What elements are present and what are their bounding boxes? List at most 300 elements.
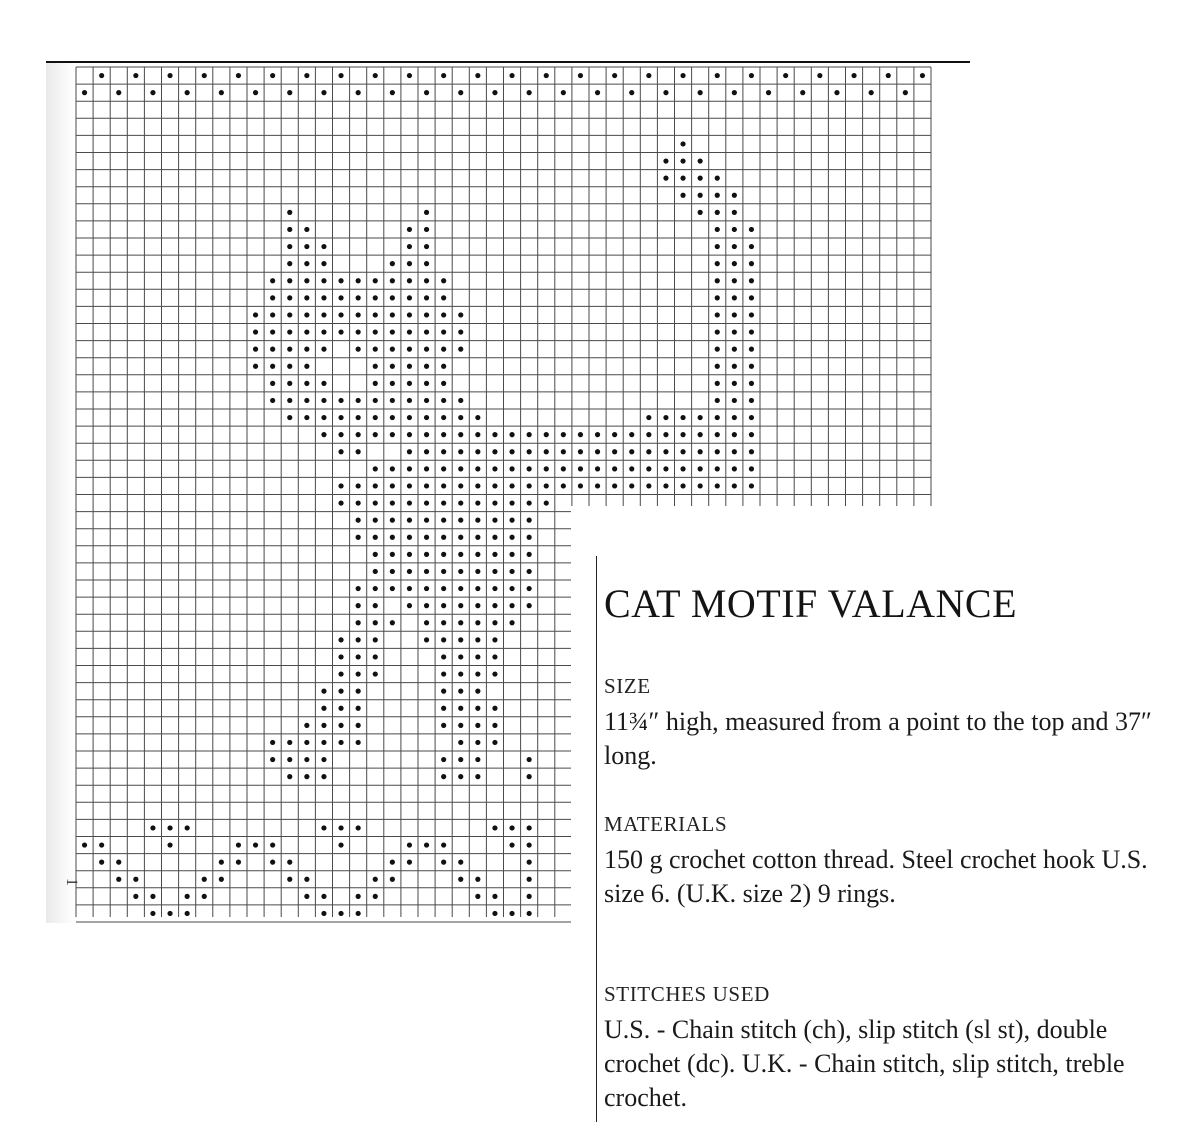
filled-block-dot: [373, 518, 378, 523]
filled-block-dot: [492, 449, 497, 454]
filled-block-dot: [698, 210, 703, 215]
filled-block-dot: [441, 415, 446, 420]
filled-block-dot: [321, 329, 326, 334]
filled-block-dot: [338, 654, 343, 659]
filled-block-dot: [475, 603, 480, 608]
filled-block-dot: [304, 261, 309, 266]
filled-block-dot: [715, 449, 720, 454]
filled-block-dot: [509, 911, 514, 916]
filled-block-dot: [509, 432, 514, 437]
filled-block-dot: [356, 278, 361, 283]
filled-block-dot: [390, 500, 395, 505]
filled-block-dot: [202, 894, 207, 899]
filled-block-dot: [441, 381, 446, 386]
filled-block-dot: [390, 620, 395, 625]
filled-block-dot: [475, 877, 480, 882]
filled-block-dot: [390, 312, 395, 317]
filled-block-dot: [236, 73, 241, 78]
filled-block-dot: [527, 466, 532, 471]
filled-block-dot: [629, 90, 634, 95]
stitches-text: U.S. - Chain stitch (ch), slip stitch (sl st), double crochet (dc). U.K. - Chain stitch, slip stitch, treble crochet.: [604, 1015, 1125, 1112]
filled-block-dot: [424, 603, 429, 608]
filled-block-dot: [356, 398, 361, 403]
filled-block-dot: [441, 757, 446, 762]
filled-block-dot: [253, 312, 258, 317]
filled-block-dot: [304, 774, 309, 779]
filled-block-dot: [287, 261, 292, 266]
filled-block-dot: [715, 193, 720, 198]
filled-block-dot: [527, 603, 532, 608]
filled-block-dot: [612, 432, 617, 437]
filled-block-dot: [663, 449, 668, 454]
filled-block-dot: [441, 295, 446, 300]
filled-block-dot: [338, 706, 343, 711]
filled-block-dot: [321, 689, 326, 694]
filled-block-dot: [407, 483, 412, 488]
filled-block-dot: [133, 894, 138, 899]
filled-block-dot: [475, 73, 480, 78]
filled-block-dot: [458, 654, 463, 659]
filled-block-dot: [749, 466, 754, 471]
filled-block-dot: [680, 193, 685, 198]
filled-block-dot: [287, 210, 292, 215]
pattern-title: CAT MOTIF VALANCE: [604, 581, 1018, 626]
filled-block-dot: [732, 381, 737, 386]
filled-block-dot: [321, 398, 326, 403]
filled-block-dot: [407, 860, 412, 865]
filled-block-dot: [749, 364, 754, 369]
filled-block-dot: [150, 90, 155, 95]
filled-block-dot: [390, 569, 395, 574]
filled-block-dot: [629, 466, 634, 471]
filled-block-dot: [458, 347, 463, 352]
filled-block-dot: [304, 73, 309, 78]
filled-block-dot: [407, 569, 412, 574]
filled-block-dot: [492, 500, 497, 505]
filled-block-dot: [527, 432, 532, 437]
filled-block-dot: [373, 877, 378, 882]
filled-block-dot: [492, 740, 497, 745]
filled-block-dot: [424, 227, 429, 232]
filled-block-dot: [475, 757, 480, 762]
filled-block-dot: [253, 347, 258, 352]
filled-block-dot: [492, 894, 497, 899]
filled-block-dot: [424, 432, 429, 437]
filled-block-dot: [663, 176, 668, 181]
filled-block-dot: [749, 312, 754, 317]
filled-block-dot: [270, 312, 275, 317]
filled-block-dot: [715, 347, 720, 352]
size-heading: SIZE: [604, 674, 651, 698]
filled-block-dot: [424, 261, 429, 266]
filled-block-dot: [356, 654, 361, 659]
filled-block-dot: [629, 483, 634, 488]
filled-block-dot: [749, 295, 754, 300]
filled-block-dot: [458, 432, 463, 437]
filled-block-dot: [544, 500, 549, 505]
filled-block-dot: [458, 415, 463, 420]
filled-block-dot: [390, 347, 395, 352]
filled-block-dot: [629, 449, 634, 454]
materials-heading: MATERIALS: [604, 812, 728, 836]
filled-block-dot: [356, 483, 361, 488]
filled-block-dot: [458, 500, 463, 505]
filled-block-dot: [356, 706, 361, 711]
filled-block-dot: [492, 552, 497, 557]
filled-block-dot: [509, 603, 514, 608]
filled-block-dot: [886, 73, 891, 78]
filled-block-dot: [749, 329, 754, 334]
filled-block-dot: [578, 449, 583, 454]
filled-block-dot: [527, 842, 532, 847]
filled-block-dot: [356, 415, 361, 420]
filled-block-dot: [407, 586, 412, 591]
filled-block-dot: [167, 825, 172, 830]
filled-block-dot: [698, 415, 703, 420]
filled-block-dot: [492, 90, 497, 95]
filled-block-dot: [304, 877, 309, 882]
filled-block-dot: [407, 449, 412, 454]
filled-block-dot: [287, 415, 292, 420]
filled-block-dot: [561, 466, 566, 471]
filled-block-dot: [338, 825, 343, 830]
filled-block-dot: [492, 706, 497, 711]
filled-block-dot: [373, 552, 378, 557]
filled-block-dot: [373, 620, 378, 625]
filled-block-dot: [407, 347, 412, 352]
filled-block-dot: [287, 278, 292, 283]
filled-block-dot: [578, 432, 583, 437]
filled-block-dot: [390, 90, 395, 95]
text-divider-line: [596, 556, 597, 1122]
filled-block-dot: [407, 278, 412, 283]
filled-block-dot: [373, 483, 378, 488]
filled-block-dot: [441, 860, 446, 865]
filled-block-dot: [356, 894, 361, 899]
filled-block-dot: [458, 757, 463, 762]
filled-block-dot: [475, 586, 480, 591]
filled-block-dot: [475, 569, 480, 574]
filled-block-dot: [407, 603, 412, 608]
filled-block-dot: [527, 586, 532, 591]
filled-block-dot: [373, 500, 378, 505]
filled-block-dot: [390, 552, 395, 557]
filled-block-dot: [390, 518, 395, 523]
filled-block-dot: [441, 671, 446, 676]
filled-block-dot: [527, 911, 532, 916]
filled-block-dot: [458, 671, 463, 676]
filled-block-dot: [356, 637, 361, 642]
filled-block-dot: [680, 141, 685, 146]
filled-block-dot: [390, 586, 395, 591]
filled-block-dot: [373, 73, 378, 78]
filled-block-dot: [321, 911, 326, 916]
filled-block-dot: [475, 740, 480, 745]
filled-block-dot: [749, 398, 754, 403]
filled-block-dot: [509, 825, 514, 830]
filled-block-dot: [458, 877, 463, 882]
filled-block-dot: [732, 415, 737, 420]
filled-block-dot: [424, 347, 429, 352]
filled-block-dot: [407, 261, 412, 266]
size-text: 11¾″ high, measured from a point to the top and 37″ long.: [604, 707, 1152, 770]
filled-block-dot: [373, 381, 378, 386]
filled-block-dot: [527, 757, 532, 762]
filled-block-dot: [732, 244, 737, 249]
filled-block-dot: [475, 449, 480, 454]
filled-block-dot: [920, 73, 925, 78]
filled-block-dot: [527, 569, 532, 574]
filled-block-dot: [441, 347, 446, 352]
filled-block-dot: [578, 73, 583, 78]
filled-block-dot: [407, 381, 412, 386]
filled-block-dot: [424, 295, 429, 300]
filled-block-dot: [595, 432, 600, 437]
filled-block-dot: [749, 381, 754, 386]
filled-block-dot: [509, 73, 514, 78]
filled-block-dot: [663, 90, 668, 95]
filled-block-dot: [270, 381, 275, 386]
filled-block-dot: [578, 466, 583, 471]
filled-block-dot: [458, 483, 463, 488]
filled-block-dot: [441, 723, 446, 728]
filled-block-dot: [663, 466, 668, 471]
filled-block-dot: [646, 449, 651, 454]
filled-block-dot: [698, 90, 703, 95]
filled-block-dot: [373, 432, 378, 437]
filled-block-dot: [424, 244, 429, 249]
filled-block-dot: [595, 483, 600, 488]
filled-block-dot: [441, 654, 446, 659]
filled-block-dot: [150, 894, 155, 899]
filled-block-dot: [458, 620, 463, 625]
filled-block-dot: [373, 603, 378, 608]
filled-block-dot: [287, 860, 292, 865]
filled-block-dot: [509, 466, 514, 471]
filled-block-dot: [321, 278, 326, 283]
filled-block-dot: [356, 347, 361, 352]
filled-block-dot: [407, 398, 412, 403]
materials-text: 150 g crochet cotton thread. Steel crochet hook U.S. size 6. (U.K. size 2) 9 rings.: [604, 845, 1148, 908]
filled-block-dot: [527, 518, 532, 523]
filled-block-dot: [373, 398, 378, 403]
filled-block-dot: [458, 706, 463, 711]
filled-block-dot: [321, 723, 326, 728]
filled-block-dot: [441, 620, 446, 625]
filled-block-dot: [356, 535, 361, 540]
filled-block-dot: [356, 740, 361, 745]
filled-block-dot: [441, 398, 446, 403]
filled-block-dot: [390, 295, 395, 300]
filled-block-dot: [817, 73, 822, 78]
filled-block-dot: [595, 90, 600, 95]
filled-block-dot: [202, 73, 207, 78]
filled-block-dot: [509, 842, 514, 847]
filled-block-dot: [424, 449, 429, 454]
filled-block-dot: [680, 466, 685, 471]
filled-block-dot: [492, 637, 497, 642]
filled-block-dot: [236, 860, 241, 865]
filled-block-dot: [407, 295, 412, 300]
filled-block-dot: [527, 449, 532, 454]
filled-block-dot: [732, 295, 737, 300]
filled-block-dot: [492, 911, 497, 916]
filled-block-dot: [441, 706, 446, 711]
filled-block-dot: [270, 73, 275, 78]
filled-block-dot: [390, 415, 395, 420]
filled-block-dot: [492, 466, 497, 471]
filled-block-dot: [287, 227, 292, 232]
filled-block-dot: [851, 73, 856, 78]
filled-block-dot: [356, 723, 361, 728]
filled-block-dot: [150, 911, 155, 916]
filled-block-dot: [441, 518, 446, 523]
filled-block-dot: [749, 278, 754, 283]
filled-block-dot: [441, 637, 446, 642]
filled-block-dot: [527, 774, 532, 779]
filled-block-dot: [595, 449, 600, 454]
filled-block-dot: [715, 364, 720, 369]
filled-block-dot: [715, 312, 720, 317]
filled-block-dot: [185, 911, 190, 916]
filled-block-dot: [321, 90, 326, 95]
filled-block-dot: [680, 483, 685, 488]
filled-block-dot: [680, 415, 685, 420]
filled-block-dot: [424, 500, 429, 505]
filled-block-dot: [390, 535, 395, 540]
filled-block-dot: [458, 774, 463, 779]
filled-block-dot: [321, 825, 326, 830]
filled-block-dot: [441, 500, 446, 505]
filled-block-dot: [441, 329, 446, 334]
filled-block-dot: [424, 842, 429, 847]
filled-block-dot: [338, 689, 343, 694]
filled-block-dot: [424, 210, 429, 215]
stitches-heading: STITCHES USED: [604, 982, 770, 1006]
filled-block-dot: [356, 689, 361, 694]
filled-block-dot: [304, 329, 309, 334]
filled-block-dot: [458, 552, 463, 557]
row-number-label: 1: [63, 878, 80, 886]
filled-block-dot: [783, 73, 788, 78]
filled-block-dot: [304, 894, 309, 899]
filled-block-dot: [185, 825, 190, 830]
filled-block-dot: [373, 569, 378, 574]
filled-block-dot: [356, 518, 361, 523]
filled-block-dot: [338, 483, 343, 488]
filled-block-dot: [270, 329, 275, 334]
filled-block-dot: [356, 620, 361, 625]
filled-block-dot: [441, 569, 446, 574]
filled-block-dot: [458, 535, 463, 540]
filled-block-dot: [185, 894, 190, 899]
filled-block-dot: [356, 586, 361, 591]
filled-block-dot: [527, 894, 532, 899]
filled-block-dot: [270, 398, 275, 403]
filled-block-dot: [356, 329, 361, 334]
filled-block-dot: [800, 90, 805, 95]
filled-block-dot: [544, 73, 549, 78]
filled-block-dot: [458, 586, 463, 591]
filled-block-dot: [236, 842, 241, 847]
filled-block-dot: [749, 415, 754, 420]
filled-block-dot: [338, 73, 343, 78]
filled-block-dot: [441, 278, 446, 283]
filled-block-dot: [338, 842, 343, 847]
filled-block-dot: [509, 449, 514, 454]
filled-block-dot: [356, 671, 361, 676]
filled-block-dot: [475, 518, 480, 523]
filled-block-dot: [715, 73, 720, 78]
filled-block-dot: [373, 415, 378, 420]
filled-block-dot: [338, 329, 343, 334]
filled-block-dot: [270, 842, 275, 847]
filled-block-dot: [373, 894, 378, 899]
filled-block-dot: [475, 723, 480, 728]
filled-block-dot: [424, 518, 429, 523]
pattern-info-panel: [596, 556, 1196, 1124]
filled-block-dot: [458, 603, 463, 608]
filled-block-dot: [732, 261, 737, 266]
filled-block-dot: [150, 825, 155, 830]
filled-block-dot: [663, 483, 668, 488]
filled-block-dot: [356, 603, 361, 608]
filled-block-dot: [373, 654, 378, 659]
filled-block-dot: [373, 364, 378, 369]
filled-block-dot: [270, 295, 275, 300]
filled-block-dot: [475, 637, 480, 642]
filled-block-dot: [424, 415, 429, 420]
filled-block-dot: [424, 364, 429, 369]
filled-block-dot: [390, 329, 395, 334]
filled-block-dot: [304, 227, 309, 232]
filled-block-dot: [612, 483, 617, 488]
filled-block-dot: [270, 757, 275, 762]
filled-block-dot: [270, 347, 275, 352]
filled-block-dot: [680, 158, 685, 163]
filled-block-dot: [732, 90, 737, 95]
filled-block-dot: [441, 483, 446, 488]
filled-block-dot: [321, 415, 326, 420]
filled-block-dot: [338, 740, 343, 745]
filled-block-dot: [458, 518, 463, 523]
filled-block-dot: [749, 244, 754, 249]
filled-block-dot: [287, 244, 292, 249]
filled-block-dot: [373, 586, 378, 591]
filled-block-dot: [338, 278, 343, 283]
filled-block-dot: [321, 432, 326, 437]
filled-block-dot: [407, 842, 412, 847]
filled-block-dot: [338, 449, 343, 454]
filled-block-dot: [356, 825, 361, 830]
filled-block-dot: [492, 569, 497, 574]
filled-block-dot: [475, 500, 480, 505]
filled-block-dot: [424, 620, 429, 625]
filled-block-dot: [356, 90, 361, 95]
filled-block-dot: [646, 73, 651, 78]
filled-block-dot: [698, 449, 703, 454]
filled-block-dot: [458, 312, 463, 317]
filled-block-dot: [287, 364, 292, 369]
filled-block-dot: [304, 364, 309, 369]
filled-block-dot: [715, 483, 720, 488]
filled-block-dot: [424, 637, 429, 642]
filled-block-dot: [629, 432, 634, 437]
filled-block-dot: [527, 500, 532, 505]
filled-block-dot: [304, 244, 309, 249]
filled-block-dot: [680, 449, 685, 454]
filled-block-dot: [527, 825, 532, 830]
